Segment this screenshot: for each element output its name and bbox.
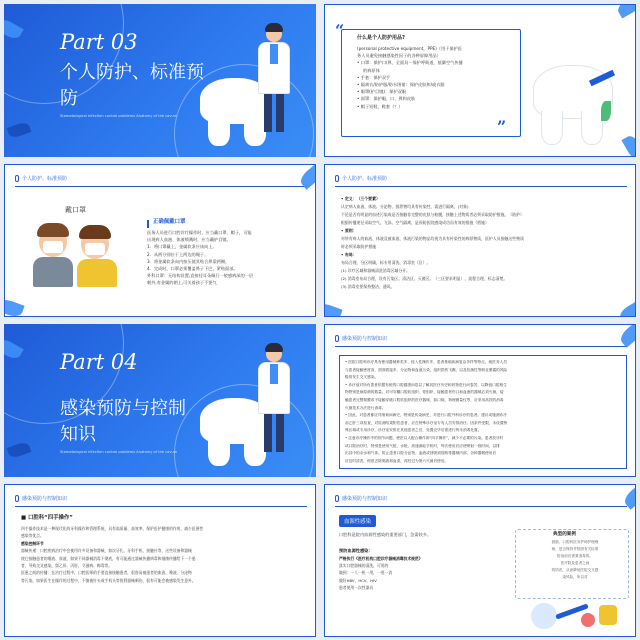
control-line: 物特别是病原菌的数量。对可穿戴口腔软组织、骨组织、接触患者伤口和血液的器械必须灭菌，接 (345, 390, 504, 395)
tooth-root (244, 436, 266, 466)
case-line: 鼓励、口腔科医务护师护理理 (551, 540, 599, 544)
header-title: 个人防护、标准预防 (22, 176, 68, 182)
slide-standard-precaution[interactable] (324, 164, 636, 317)
slide-ppe-definition[interactable] (324, 4, 636, 157)
four-hand-line: 等污染，如果医生在操作的过程中，不慎被针头或手机头等锐利器械刺伤，很有可能会被感染发生意外。 (21, 577, 196, 583)
slide-header (335, 495, 387, 502)
ppe-line: 务人员避免接触感染性因子的各种屏障用品） (357, 53, 441, 59)
section-subtitle: Stomatological infection control problems Anatomy of the cavum (60, 450, 178, 454)
prevention-line: 做好HBV，HCV，HIV (339, 577, 377, 583)
plant-icon (601, 101, 611, 121)
precaution-line: 时必须采取防护措施 (341, 244, 377, 249)
control-line: • 诊疗前对所有患者依据有统的口腔健康问卷以了解其医疗历史和药物进行问卷答，以降低口腔相生 (345, 382, 507, 387)
mask-line: 1．将口罩戴上，金属软条应该向上。 (147, 244, 217, 250)
mask-caption: 戴口罩 (65, 206, 86, 214)
case-line: 师，是否保持并按照有关标准 (551, 547, 599, 551)
header-title: 感染预防与控制知识 (22, 496, 68, 502)
slide-four-hand-operation[interactable] (4, 484, 316, 637)
leaf-icon (618, 324, 636, 348)
thermometer-icon (335, 175, 339, 182)
precaution-line: (1) 诊疗区域和器械清洗消毒区域分开。 (341, 268, 410, 273)
four-hand-line: 医患之间的传播：在治疗过程中，口腔医师的手要直接接触患者，很容易被患者的血液、唾液、分泌物 (21, 570, 192, 576)
mask-line: 朝外,有金属的朝上,可关着孩子不要气 (147, 280, 217, 286)
precaution-line: 认定病人血液、体液、分泌物、排泄物均具有传染性，需进行隔离，(对象) (341, 204, 469, 209)
control-line: 应及时清洗，彻底去除黏液和血渍，再经过为第六灭菌后使用。 (345, 458, 449, 463)
thermometer-icon (335, 495, 339, 502)
mask-line: 2．从两分别拉于上两边的绳子。 (147, 251, 209, 257)
precaution-line: • 定义：（三个要素） (341, 196, 380, 201)
prevention-line: 严格执行《医疗机构口腔诊疗器械消毒技术规范》 (339, 556, 423, 561)
ppe-line: • 手套：保护双手 (357, 74, 391, 80)
header-divider (335, 186, 627, 187)
section-title: 个人防护、标准预防 (60, 62, 204, 109)
leaf-icon (7, 441, 32, 460)
precaution-line: 根据传播途径采取空气、飞沫、空气隔离，是预防医院感染成功而有效的措施（措施） (341, 220, 489, 225)
prevention-line: 患者使用一次性器具 (339, 584, 374, 590)
four-hand-line: 感染等优点。 (21, 533, 44, 539)
mask-line: 3．将金属软条向内按压使其贴合鼻梁两侧。 (147, 258, 230, 264)
title-marker (147, 220, 149, 228)
prevention-list (339, 555, 499, 591)
case-line: 医疗院及患者之间 (560, 561, 590, 565)
leaf-icon (615, 4, 636, 19)
control-line: 出其中的余水和气体。防止患者口腔分泌物、血液或回吸到管路等器械内部，各种器械使用后 (345, 451, 497, 456)
slide-mask-wearing[interactable] (4, 164, 316, 317)
thermometer-icon (15, 495, 19, 502)
slide-header (15, 175, 67, 182)
mask-line: 医务人员进行口腔诊疗操作时，应当戴口罩、帽子，可能 (147, 230, 252, 235)
bloodborne-intro: 口腔科是院内血源性感染的重要部门，急需较多。 (339, 532, 432, 537)
section-title: 感染预防与控制知识 (60, 398, 186, 445)
part-label: Part 03 (60, 30, 138, 54)
leaf-icon (4, 297, 25, 317)
close-quote-icon: ” (497, 117, 507, 136)
control-line: 触患者完整黏膜或不接触穿破口腔软组织的医疗器械，如口镜、物理测量仪等，应采用高效的消毒 (345, 397, 504, 402)
control-line: 或口腔治疗时，特别是使用气枪、水枪、高速涡轮手机时，每次使用后应使喷射一段时间，以排 (345, 443, 500, 448)
header-divider (15, 186, 307, 187)
prevention-line: 落实口腔器械的清洗，可用的 (339, 563, 389, 569)
precaution-line: (2) 消毒室布局合理，设有污染区、清洁区、灭菌区。（三区要求明显），流程合理，标志清楚。 (341, 276, 508, 281)
leaf-icon (617, 299, 636, 317)
control-line: 极易发生交叉感染。 (345, 375, 379, 380)
mask-section-title: 正确佩戴口罩 (153, 219, 186, 225)
four-hand-title-text: 口腔科“四手操作” (27, 515, 73, 521)
slide-part03-cover[interactable] (4, 4, 316, 157)
four-hand-line: 者，导致交叉感染，如乙肝、丙肝、艾滋病、梅毒等。 (21, 563, 113, 569)
precaution-line: 不论是否有明显的血迹污染或是否接触非完整的皮肤与粘膜，接触上述物质者必须采取防护措施。（防护） (341, 212, 524, 217)
precaution-line: • 布局： (341, 252, 357, 257)
mask-line: 外科口罩：无结构设置,直接挂耳朵佩行一般感病深的一层 (147, 273, 254, 279)
header-divider (335, 506, 627, 507)
mask-line: 4．完成时，口罩必须覆盖鼻子下巴，紧贴面部。 (147, 266, 238, 272)
ppe-list (357, 45, 517, 110)
precaution-line: • 原则： (341, 228, 357, 233)
four-hand-line: 器械传递：口腔疾病治疗中会使用许多设备和器械，如次牙扎、牙科手机、接触针等，这些设备和器械 (21, 548, 192, 554)
prevention-line: 做到：一人一机一用，一用一消 (339, 570, 393, 576)
header-divider (335, 346, 627, 347)
control-line: • 因此，对患者都应详细询问病史，特别是传染病史，对进行口腔外科诊疗的患者，建议或施测诊疗 (345, 413, 507, 418)
tooth-root (541, 111, 563, 145)
open-quote-icon: “ (335, 21, 345, 40)
four-hand-line: 使它接触患者的唾液、血液，如果不同器械消毒不彻底，有可能通过器械传播病毒和细菌传播给下一个患 (21, 555, 196, 561)
four-hand-line: 四手操作技术是一种现代化的牙科操作和管理系统，具有高质量、高效率、保护医护健康的作用，减少医围性 (21, 526, 204, 531)
case-line: 的防范，从而降低医院交叉感 (551, 568, 599, 572)
ppe-line: • 面罩：保护眼、口、鼻和皮肤 (357, 96, 416, 102)
control-line: 殊区域或专用诊疗，诊疗室安排在其他患者之后，处置完毕后需进行终末消毒处置。 (345, 428, 482, 433)
slide-part04-cover[interactable] (4, 324, 316, 477)
precaution-line: 对所有病人的血液、体液及被血液、体液污染的物品均视为具有传染性的病原物质，医护人员接触这些物质 (341, 236, 524, 241)
control-line: 与患者接触密度高、面面看接多、分泌物和血液污染，组织损伤飞溅，以及抗菌性等职业暴露的风险 (345, 367, 508, 372)
part-label: Part 04 (60, 350, 138, 374)
slide-header (335, 335, 387, 342)
mask-steps (147, 229, 311, 287)
four-hand-text (21, 525, 309, 584)
control-line: 灭菌技术办法进行消毒。 (345, 405, 386, 410)
tooth-root (208, 116, 230, 146)
precaution-line: 布局合理，分区明确，标专用清洗、消毒室（区）。 (341, 260, 431, 265)
ppe-line: (personal protective equipment，PPE)（用于保护医 (357, 46, 462, 51)
thermometer-icon (335, 335, 339, 342)
case-line: 防治前后需要消毒的。 (557, 554, 593, 558)
control-line: • 医院口腔科诊疗具有使用器械种类多、侵入性操作多、患者基础疾病复杂多样等特点，就医务人员 (345, 360, 507, 364)
control-line: 前乙肝三项检查，对检测结果阳性患者，应在特殊诊疗室专有人员安排治疗。因条件受限，未设置特 (345, 420, 508, 425)
section-subtitle: Stomatological infection control problems Anatomy of the cavum (60, 114, 178, 118)
ppe-line: 的病原体 (363, 67, 380, 73)
ppe-heading: 什么是个人防护用品? (357, 35, 405, 41)
thermometer-icon (15, 175, 19, 182)
header-title: 感染预防与控制知识 (342, 336, 388, 342)
tooth-root (581, 111, 603, 145)
leaf-icon (621, 133, 636, 157)
ppe-line: • 隔离衣/防护服/防水围裙：保护皮肤和/或衣服 (357, 82, 445, 88)
slide-bloodborne-infection[interactable] (324, 484, 636, 637)
case-title: 典型的案例 (553, 532, 576, 537)
four-hand-title: ■ 口腔科“四手操作” (21, 515, 73, 521)
infection-control-text (345, 359, 623, 465)
control-line: • 注意诊疗操作中的细节问题，使医以人配合操作即“四手操作”，减少不必要的污染。患者放牙时 (345, 435, 504, 440)
slide-header (335, 175, 387, 182)
header-divider (15, 506, 307, 507)
case-line: 染风险，所以对 (562, 575, 588, 579)
header-title: 感染预防与控制知识 (342, 496, 388, 502)
slide-header (15, 495, 67, 502)
precaution-line: (3) 消毒室要保持整洁，通风。 (341, 284, 395, 289)
header-title: 个人防护、标准预防 (342, 176, 388, 182)
leaf-icon (7, 121, 32, 140)
tooth-root (244, 116, 266, 146)
bloodborne-label: 血源性感染 (339, 515, 376, 527)
leaf-icon (324, 301, 343, 317)
four-hand-line: 感染控制环节 (21, 540, 44, 546)
case-text (527, 539, 623, 581)
tooth-root (208, 436, 230, 466)
mask-line: 出现病人血液、体液喷溅时，应当戴护目镜。 (147, 237, 231, 243)
prevention-title: 预防血源性感染： (339, 548, 373, 553)
ppe-line: • 口罩：保护口/鼻，全面具－保护呼吸道，抵御空气传播 (357, 60, 463, 66)
ppe-line: • 帽子短鞋，鞋套（？） (357, 103, 403, 109)
precaution-text (341, 195, 625, 291)
slide-infection-control[interactable] (324, 324, 636, 477)
ppe-line: • 眼罩(护目镜)：保护双眼 (357, 89, 406, 95)
